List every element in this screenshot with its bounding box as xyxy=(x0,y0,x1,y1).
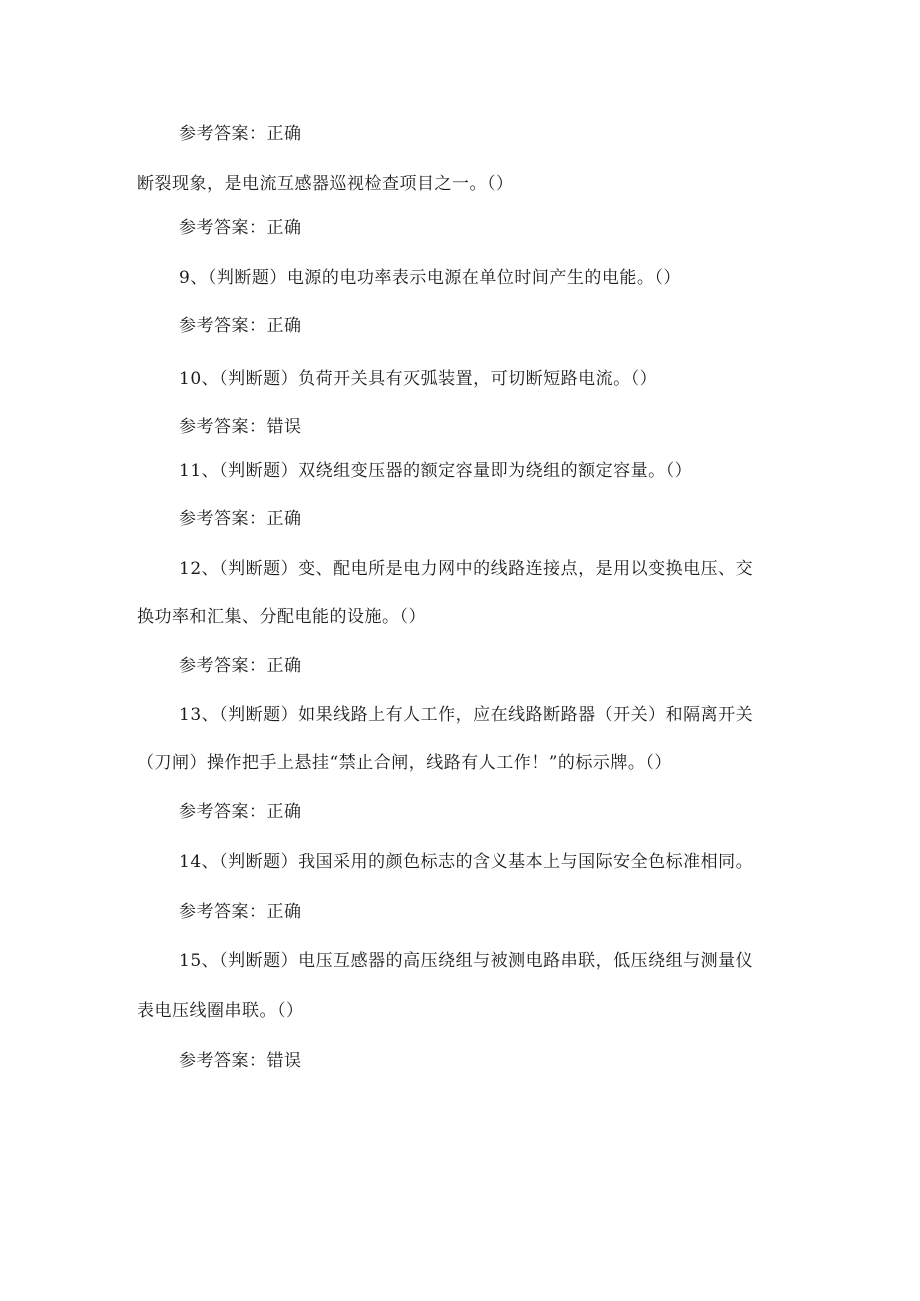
question-continuation: （刀闸）操作把手上悬挂“禁止合闸，线路有人工作！”的标示牌。（） xyxy=(137,753,672,773)
question-12: 12、（判断题）变、配电所是电力网中的线路连接点，是用以变换电压、交 xyxy=(179,559,754,579)
question-continuation: 断裂现象，是电流互感器巡视检查项目之一。（） xyxy=(137,174,514,194)
question-13: 13、（判断题）如果线路上有人工作，应在线路断路器（开关）和隔离开关 xyxy=(179,705,754,725)
answer-line: 参考答案：正确 xyxy=(179,218,302,238)
question-15: 15、（判断题）电压互感器的高压绕组与被测电路串联，低压绕组与测量仪 xyxy=(179,951,754,971)
question-continuation: 表电压线圈串联。（） xyxy=(137,1001,304,1021)
question-9: 9、（判断题）电源的电功率表示电源在单位时间产生的电能。（） xyxy=(179,268,681,288)
question-14: 14、（判断题）我国采用的颜色标志的含义基本上与国际安全色标准相同。 xyxy=(179,852,754,872)
answer-line: 参考答案：正确 xyxy=(179,316,302,336)
answer-line: 参考答案：正确 xyxy=(179,902,302,922)
answer-line: 参考答案：正确 xyxy=(179,124,302,144)
answer-line: 参考答案：错误 xyxy=(179,417,302,437)
answer-line: 参考答案：正确 xyxy=(179,509,302,529)
question-10: 10、（判断题）负荷开关具有灭弧装置，可切断短路电流。（） xyxy=(179,369,658,389)
question-continuation: 换功率和汇集、分配电能的设施。（） xyxy=(137,607,426,627)
answer-line: 参考答案：正确 xyxy=(179,802,302,822)
answer-line: 参考答案：错误 xyxy=(179,1051,302,1071)
answer-line: 参考答案：正确 xyxy=(179,656,302,676)
question-11: 11、（判断题）双绕组变压器的额定容量即为绕组的额定容量。（） xyxy=(179,461,693,481)
